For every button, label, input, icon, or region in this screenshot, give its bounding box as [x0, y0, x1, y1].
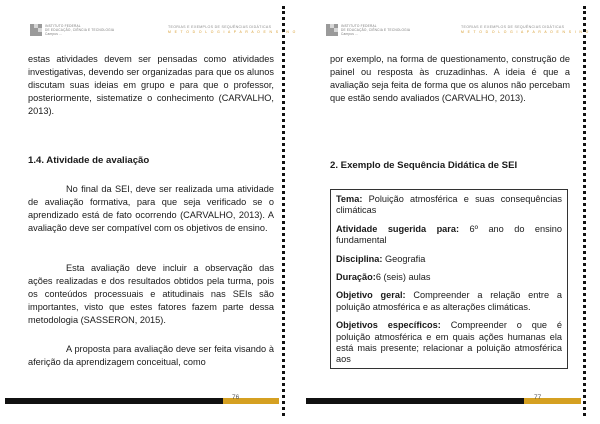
header-title — [168, 25, 297, 35]
avaliacao-paragraph-2 — [28, 262, 274, 327]
logo-line-1: INSTITUTO FEDERAL — [45, 24, 81, 28]
logo-line-2: DE EDUCAÇÃO, CIÊNCIA E TECNOLOGIA — [45, 28, 115, 32]
left-page — [0, 0, 297, 424]
box-row-tema — [336, 194, 562, 217]
footer-bar-black-right — [306, 398, 524, 404]
objetivo-geral-label: Objetivo geral: — [336, 290, 406, 301]
institution-logo — [30, 22, 115, 44]
right-intro-paragraph — [330, 53, 570, 105]
box-row-objetivo-geral — [336, 290, 562, 313]
sequence-info-box — [330, 189, 568, 369]
right-intro-paragraph-text: por exemplo, na forma de questionamento, construção de painel ou resposta às cruzadinhas. A ideia é que a avaliação seja feita de forma que os alunos não percebam que estão sendo avaliados (CARVALHO, 2013). — [330, 54, 570, 103]
page-number-right: 77 — [534, 394, 542, 401]
box-row-objetivos-especificos — [336, 320, 562, 366]
page-header — [30, 22, 297, 44]
logo-line-1: INSTITUTO FEDERAL — [341, 24, 377, 28]
page-header — [326, 22, 590, 44]
tema-value: Poluição atmosférica e suas consequências climáticas — [336, 194, 562, 216]
logo-line-2: DE EDUCAÇÃO, CIÊNCIA E TECNOLOGIA — [341, 28, 411, 32]
disciplina-label: Disciplina: — [336, 253, 383, 264]
section-title-avaliacao: 1.4. Atividade de avaliação — [28, 155, 150, 166]
objetivo-geral-value: Compreender a relação entre a poluição atmosférica e as alterações climáticas. — [336, 290, 563, 312]
atividade-value: 6º ano do ensino fundamental — [336, 223, 562, 246]
header-title-sub: M E T O D O L O G I A P A R A O E N S I N O — [168, 30, 297, 34]
duracao-label: Duração: — [336, 272, 376, 283]
avaliacao-paragraph-1-text: No final da SEI, deve ser realizada uma atividade de avaliação formativa, para que seja verificado se o aprendizado está de fato ocorrendo (CARVALHO, 2013). A avaliação deve ser compatível com os objetivos de ensino. — [28, 184, 274, 233]
header-title-top: TEORIAS E EXEMPLOS DE SEQUÊNCIAS DIDÁTICAS — [461, 25, 565, 29]
objetivos-especificos-label: Objetivos específicos: — [336, 320, 441, 331]
header-title-top: TEORIAS E EXEMPLOS DE SEQUÊNCIAS DIDÁTICAS — [168, 25, 272, 29]
header-title-sub: M E T O D O L O G I A P A R A O E N S I N O — [461, 30, 590, 34]
page-number: 76 — [232, 394, 240, 401]
box-row-atividade — [336, 224, 562, 247]
page-divider-left — [282, 6, 285, 416]
header-title — [461, 25, 590, 35]
intro-paragraph — [28, 53, 274, 118]
tema-label: Tema: — [336, 194, 363, 204]
box-row-duracao — [336, 272, 562, 283]
section-title-exemplo: 2. Exemplo de Sequência Didática de SEI — [330, 160, 518, 171]
footer-bar-black — [5, 398, 223, 404]
logo-line-3: Campus ... — [45, 32, 63, 36]
avaliacao-paragraph-3 — [28, 343, 274, 369]
logo-grid-icon — [326, 24, 338, 36]
box-row-disciplina — [336, 254, 562, 265]
intro-paragraph-text: estas atividades devem ser pensadas como atividades investigativas, devendo ser organizadas para que os alunos discutam suas ideias em grupo e para que o professor, posteriormente, sistematize o conhecimento (CARVALHO, 2013). — [28, 54, 274, 116]
avaliacao-paragraph-2-text: Esta avaliação deve incluir a observação das ações realizadas e dos resultados obtidos pela turma, pois os conteúdos processuais e atitudinais nas SEIs são importantes, visto que estes fatores fazem parte dessa metodologia (SASSERON, 2015). — [28, 263, 274, 325]
atividade-label: Atividade sugerida para: — [336, 223, 460, 234]
institution-logo — [326, 22, 411, 44]
page-divider-right — [583, 6, 586, 416]
objetivos-especificos-value: Compreender o que é poluição atmosférica e em quais ações humanas ela está mais presente; relacionar a poluição atmosférica aos — [336, 320, 563, 365]
avaliacao-paragraph-3-text: A proposta para avaliação deve ser feita visando à aferição da aprendizagem conceitual, como — [28, 344, 274, 367]
logo-line-3: Campus ... — [341, 32, 359, 36]
avaliacao-paragraph-1 — [28, 183, 274, 235]
footer-bar-gold-right — [524, 398, 581, 404]
disciplina-value: Geografia — [382, 253, 426, 264]
duracao-value: 6 (seis) aulas — [375, 272, 431, 283]
logo-grid-icon — [30, 24, 42, 36]
